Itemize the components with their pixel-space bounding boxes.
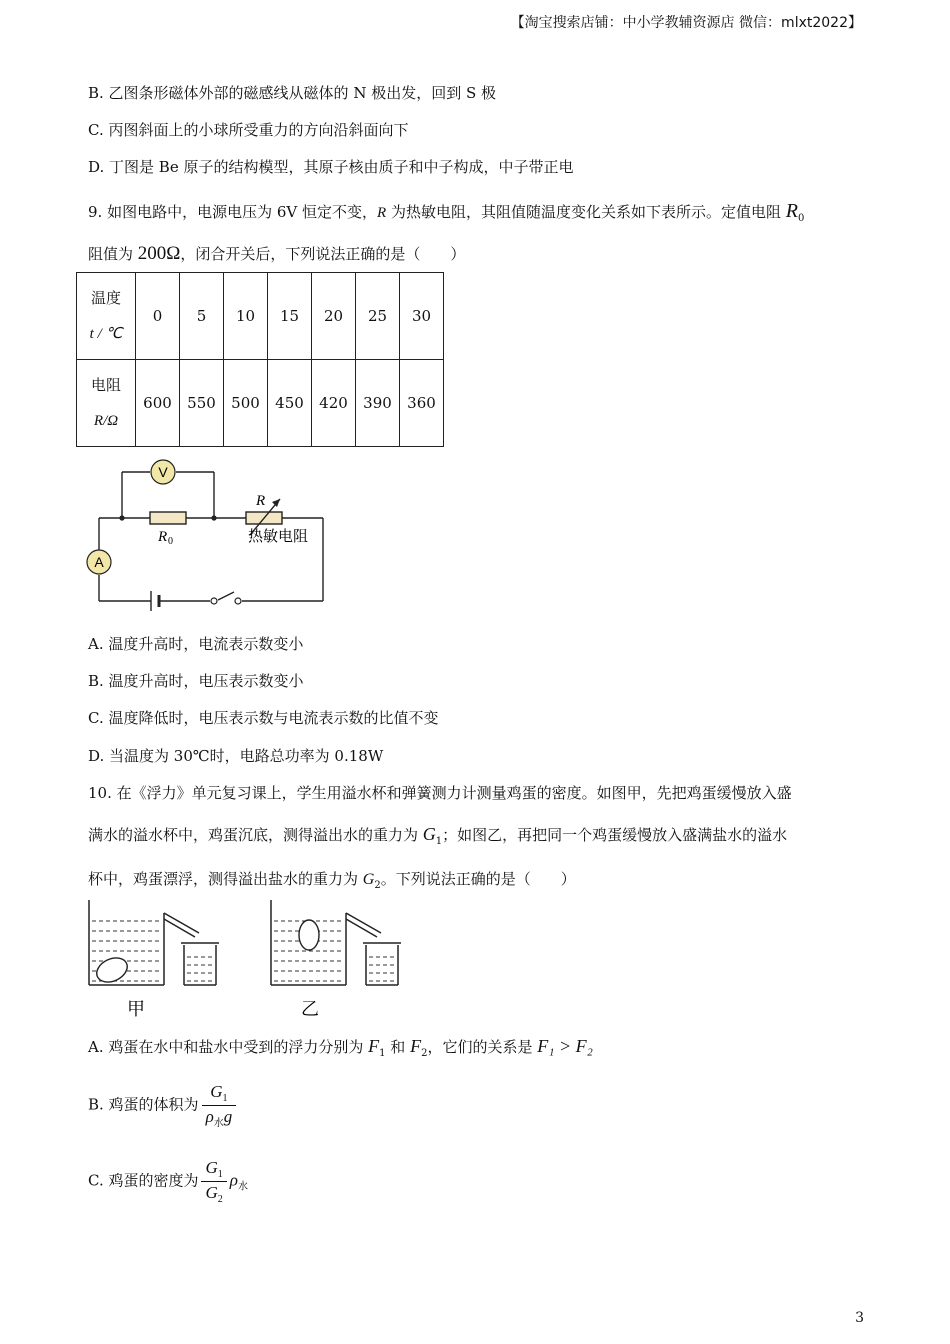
- table-cell-temp: 10: [224, 273, 268, 360]
- egg-sunk: [93, 953, 131, 986]
- table-cell-resistance: 390: [356, 360, 400, 447]
- fraction-volume: $\frac{G_1}{\rho_水g}$: [202, 1082, 237, 1129]
- ammeter-label: A: [94, 554, 104, 570]
- table-cell-temp: 5: [180, 273, 224, 360]
- table-header-resistance: 电阻 R/Ω: [77, 360, 136, 447]
- page-number: 3: [855, 1310, 864, 1326]
- table-cell-resistance: 600: [136, 360, 180, 447]
- q10-stem-line3: 杯中，鸡蛋漂浮，测得溢出盐水的重力为 $G_2$。下列说法正确的是（ ）: [88, 870, 576, 891]
- overflow-cup-figure-yi: [266, 895, 416, 1025]
- q9-option-a: A. 温度升高时，电流表示数变小: [88, 635, 304, 653]
- r-label: R: [256, 493, 266, 509]
- r0-label: R: [158, 529, 168, 545]
- figure-label-jia: 甲: [127, 999, 145, 1020]
- q10-option-c: C. 鸡蛋的密度为 $\frac{G_1}{G_2}$ $\rho_水$: [88, 1158, 248, 1205]
- q10-stem-line2: 满水的溢水杯中，鸡蛋沉底，测得溢出水的重力为 $G_1$；如图乙，再把同一个鸡蛋缓慢放入盛满盐水的溢水: [88, 824, 788, 847]
- table-cell-temp: 25: [356, 273, 400, 360]
- table-cell-resistance: 500: [224, 360, 268, 447]
- q9-stem-line1: 9. 如图电路中，电源电压为 6V 恒定不变，R 为热敏电阻，其阻值随温度变化关系如下表所示。定值电阻 $R_0$: [88, 200, 805, 224]
- table-header-temperature: 温度 t / ℃: [77, 273, 136, 360]
- q10-option-b: B. 鸡蛋的体积为 $\frac{G_1}{\rho_水g}$: [88, 1082, 239, 1129]
- temperature-resistance-table: [76, 272, 444, 447]
- table-cell-temp: 15: [268, 273, 312, 360]
- fraction-density: $\frac{G_1}{G_2}$: [201, 1158, 226, 1205]
- q9-option-b: B. 温度升高时，电压表示数变小: [88, 672, 304, 690]
- q9-stem-line2: 阻值为 200Ω，闭合开关后，下列说法正确的是（ ）: [88, 243, 466, 264]
- egg-floating: [299, 920, 319, 950]
- q9-option-d: D. 当温度为 30℃时，电路总功率为 0.18W: [88, 747, 384, 765]
- table-cell-resistance: 550: [180, 360, 224, 447]
- table-cell-temp: 0: [136, 273, 180, 360]
- table-cell-resistance: 360: [400, 360, 444, 447]
- q10-option-a: A. 鸡蛋在水中和盐水中受到的浮力分别为 $F_1$ 和 $F_2$，它们的关系是 F₁ > F₂: [88, 1036, 593, 1059]
- q9-option-c: C. 温度降低时，电压表示数与电流表示数的比值不变: [88, 709, 439, 727]
- thermistor-label: 热敏电阻: [248, 527, 309, 545]
- q8-option-b: B. 乙图条形磁体外部的磁感线从磁体的 N 极出发，回到 S 极: [88, 84, 497, 102]
- circuit-diagram: [80, 455, 340, 615]
- table-cell-resistance: 420: [312, 360, 356, 447]
- figure-label-yi: 乙: [301, 999, 319, 1020]
- table-cell-resistance: 450: [268, 360, 312, 447]
- q8-option-c: C. 丙图斜面上的小球所受重力的方向沿斜面向下: [88, 121, 409, 139]
- table-cell-temp: 30: [400, 273, 444, 360]
- header-watermark: 【淘宝搜索店铺：中小学教辅资源店 微信：mlxt2022】: [510, 15, 862, 31]
- q8-option-d: D. 丁图是 Be 原子的结构模型，其原子核由质子和中子构成，中子带正电: [88, 158, 574, 176]
- q10-stem-line1: 10. 在《浮力》单元复习课上，学生用溢水杯和弹簧测力计测量鸡蛋的密度。如图甲，先把鸡蛋缓慢放入盛: [88, 784, 792, 802]
- r0-subscript: 0: [168, 536, 173, 547]
- voltmeter-label: V: [158, 464, 168, 480]
- table-cell-temp: 20: [312, 273, 356, 360]
- overflow-cup-figure-jia: [84, 895, 234, 1025]
